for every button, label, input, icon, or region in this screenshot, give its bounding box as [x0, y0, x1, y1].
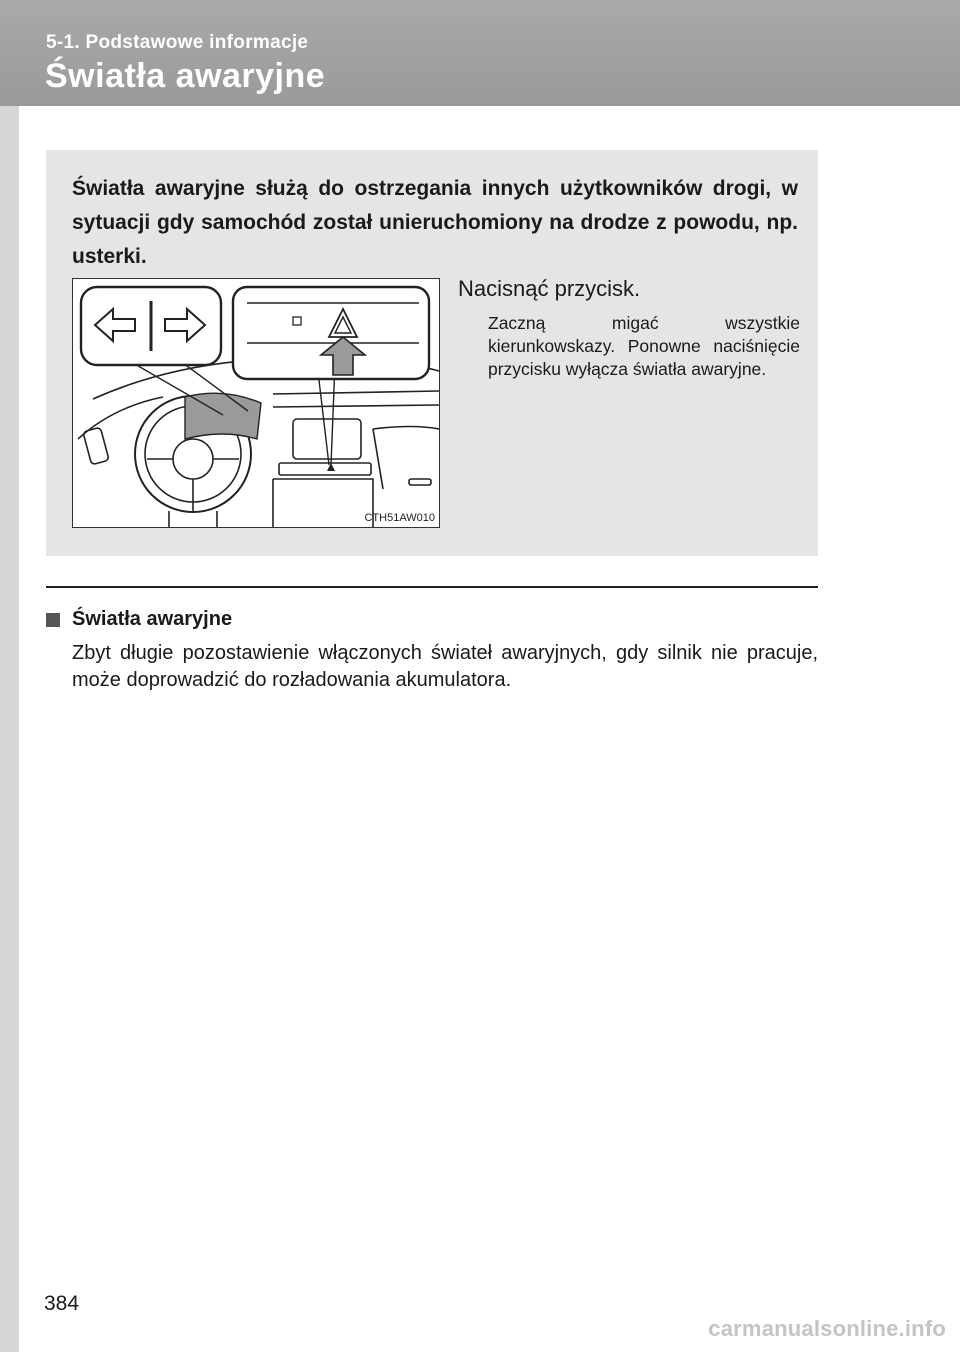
square-bullet-icon [46, 613, 60, 627]
page-title: Światła awaryjne [45, 57, 326, 95]
section-divider [46, 586, 818, 588]
info-box [46, 150, 818, 556]
intro-text: Światła awaryjne służą do ostrzegania innych użytkowników drogi, w sytuacji gdy samochód został unieruchomiony na drodze z powodu, np. usterki. [72, 177, 798, 268]
step-title: Nacisnąć przycisk. [458, 276, 641, 301]
note-body: Zbyt długie pozostawienie włączonych świateł awaryjnych, gdy silnik nie pracuje, może doprowadzić do rozładowania akumulatora. [72, 642, 818, 691]
page-number: 384 [44, 1292, 80, 1315]
note-title: Światła awaryjne [72, 608, 233, 630]
page-edge-strip [0, 0, 19, 1352]
dashboard-drawing [73, 279, 439, 527]
dashboard-illustration [72, 278, 440, 528]
figure-code: CTH51AW010 [364, 512, 435, 524]
page-header [0, 0, 960, 106]
section-label: 5-1. Podstawowe informacje [46, 32, 309, 53]
watermark: carmanualsonline.info [708, 1316, 946, 1341]
step-body: Zaczną migać wszystkie kierunkowskazy. Ponowne naciśnięcie przycisku wyłącza światła awaryjne. [488, 313, 800, 379]
